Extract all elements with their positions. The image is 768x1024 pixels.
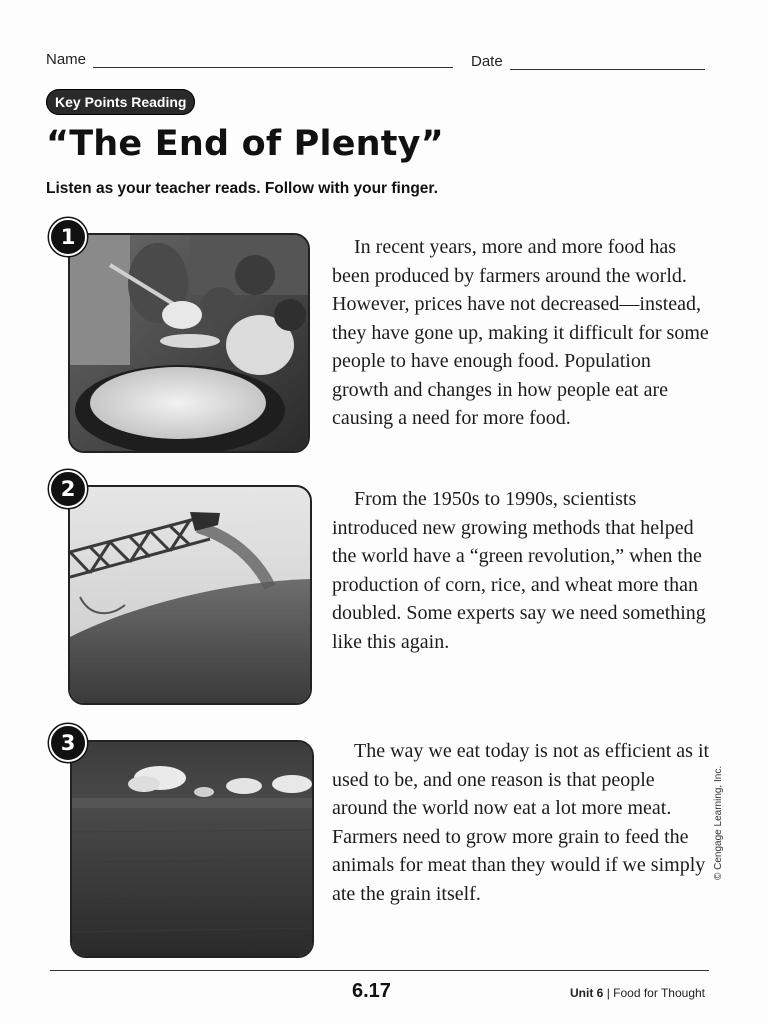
name-field[interactable]: [93, 67, 453, 68]
section-3-number: 3: [49, 724, 87, 762]
section-2-number: 2: [49, 470, 87, 508]
unit-title: Food for Thought: [613, 986, 705, 1000]
footer-separator: |: [606, 986, 610, 1000]
footer-divider: [50, 970, 709, 971]
page-title: “The End of Plenty”: [46, 124, 444, 164]
date-label: Date: [471, 53, 503, 70]
footer-unit-info: [570, 986, 705, 1000]
key-points-badge: Key Points Reading: [46, 89, 195, 115]
date-field[interactable]: [510, 69, 705, 70]
photo-farm-field: [70, 740, 314, 958]
name-label: Name: [46, 51, 87, 68]
page-number: 6.17: [352, 980, 391, 1002]
section-1-number: 1: [49, 218, 87, 256]
copyright-notice: © Cengage Learning, Inc.: [713, 765, 724, 880]
unit-label: Unit 6: [570, 986, 604, 1000]
section-3-text: The way we eat today is not as efficient as it used to be, and one reason is that people around the world now eat a lot more meat. Farmers need to grow more grain to feed the animals for meat than they would if we simply ate the grain itself.: [332, 740, 710, 905]
instructions: Listen as your teacher reads. Follow with your finger.: [46, 180, 438, 197]
photo-children-food-line: [68, 233, 310, 453]
section-1-text: In recent years, more and more food has been produced by farmers around the world. However, prices have not decreased—instead, they have gone up, making it difficult for some people to have enough food. Population growth and changes in how people eat are causing a need for more food.: [332, 236, 709, 429]
section-2-text: From the 1950s to 1990s, scientists introduced new growing methods that helped the world have a “green revolution,” when the production of corn, rice, and wheat more than doubled. Some experts say we need something like this again.: [332, 488, 706, 653]
photo-grain-harvester: [68, 485, 312, 705]
